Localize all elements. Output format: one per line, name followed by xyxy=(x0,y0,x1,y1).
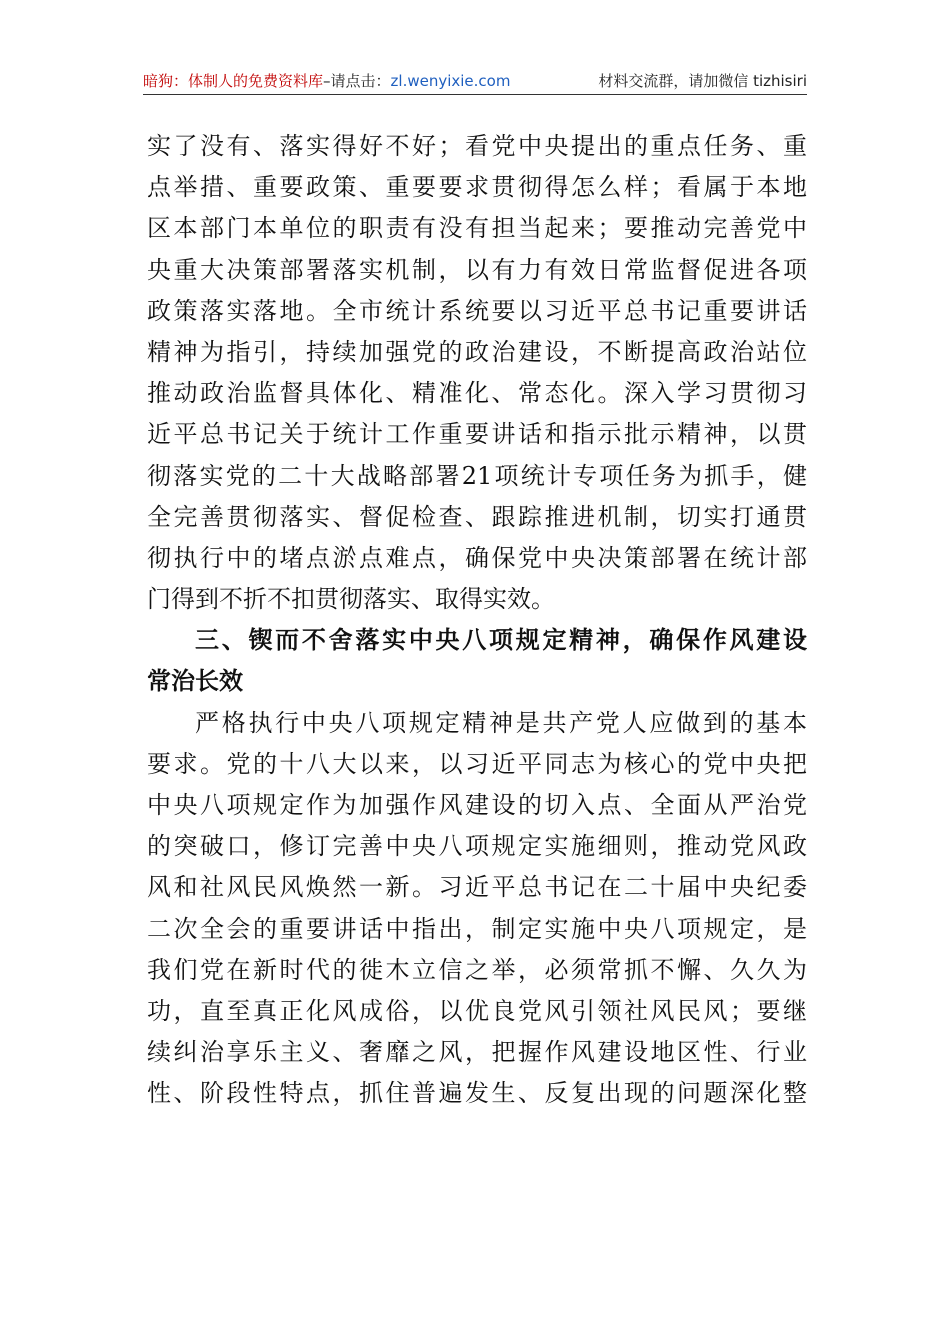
text-line: 我们党在新时代的徙木立信之举，必须常抓不懈、久久为 xyxy=(147,955,807,984)
heading-line: 三、锲而不舍落实中央八项规定精神，确保作风建设 xyxy=(195,626,807,655)
text-line: 精神为指引，持续加强党的政治建设，不断提高政治站位 xyxy=(147,337,807,366)
text-line: 的突破口，修订完善中央八项规定实施细则，推动党风政 xyxy=(147,832,807,861)
text-line: 政策落实落地。全市统计系统要以习近平总书记重要讲话 xyxy=(147,296,807,325)
text-line: 二次全会的重要讲话中指出，制定实施中央八项规定，是 xyxy=(147,914,807,943)
text-line: 中央八项规定作为加强作风建设的切入点、全面从严治党 xyxy=(147,791,807,819)
text-line: 近平总书记关于统计工作重要讲话和指示批示精神，以贯 xyxy=(147,420,807,449)
section-heading xyxy=(147,620,807,702)
text-line: 严格执行中央八项规定精神是共产党人应做到的基本 xyxy=(195,708,807,737)
text-line: 央重大决策部署落实机制，以有力有效日常监督促进各项 xyxy=(147,255,807,284)
header-brand: 暗狗：体制人的免费资料库 xyxy=(143,72,324,90)
text-line: 推动政治监督具体化、精准化、常态化。深入学习贯彻习 xyxy=(147,379,807,408)
header-link-prefix: –请点击： xyxy=(323,72,391,90)
text-line: 续纠治享乐主义、奢靡之风，把握作风建设地区性、行业 xyxy=(147,1038,807,1067)
document-body xyxy=(147,126,807,1115)
text-line: 要求。党的十八大以来，以习近平同志为核心的党中央把 xyxy=(147,749,807,778)
header-link[interactable]: zl.wenyixie.com xyxy=(390,72,511,90)
paragraph-2 xyxy=(147,703,807,1115)
text-line: 性、阶段性特点，抓住普遍发生、反复出现的问题深化整 xyxy=(147,1079,807,1108)
text-line: 彻落实党的二十大战略部署21项统计专项任务为抓手，健 xyxy=(147,461,807,490)
text-line: 区本部门本单位的职责有没有担当起来；要推动完善党中 xyxy=(147,214,807,243)
text-line: 风和社风民风焕然一新。习近平总书记在二十届中央纪委 xyxy=(147,873,807,902)
header-divider xyxy=(143,94,807,95)
text-line: 实了没有、落实得好不好；看党中央提出的重点任务、重 xyxy=(147,132,807,160)
text-line: 点举措、重要政策、重要要求贯彻得怎么样；看属于本地 xyxy=(147,173,807,202)
text-line: 彻执行中的堵点淤点难点，确保党中央决策部署在统计部 xyxy=(147,543,807,572)
text-line: 全完善贯彻落实、督促检查、跟踪推进机制，切实打通贯 xyxy=(147,502,807,531)
header-wechat: 材料交流群，请加微信 tizhisiri xyxy=(598,72,807,90)
paragraph-1 xyxy=(147,126,807,620)
page-header xyxy=(143,66,807,96)
text-line: 功，直至真正化风成俗，以优良党风引领社风民风；要继 xyxy=(147,996,807,1025)
heading-line: 常治长效 xyxy=(147,667,243,696)
text-line: 门得到不折不扣贯彻落实、取得实效。 xyxy=(147,585,555,614)
